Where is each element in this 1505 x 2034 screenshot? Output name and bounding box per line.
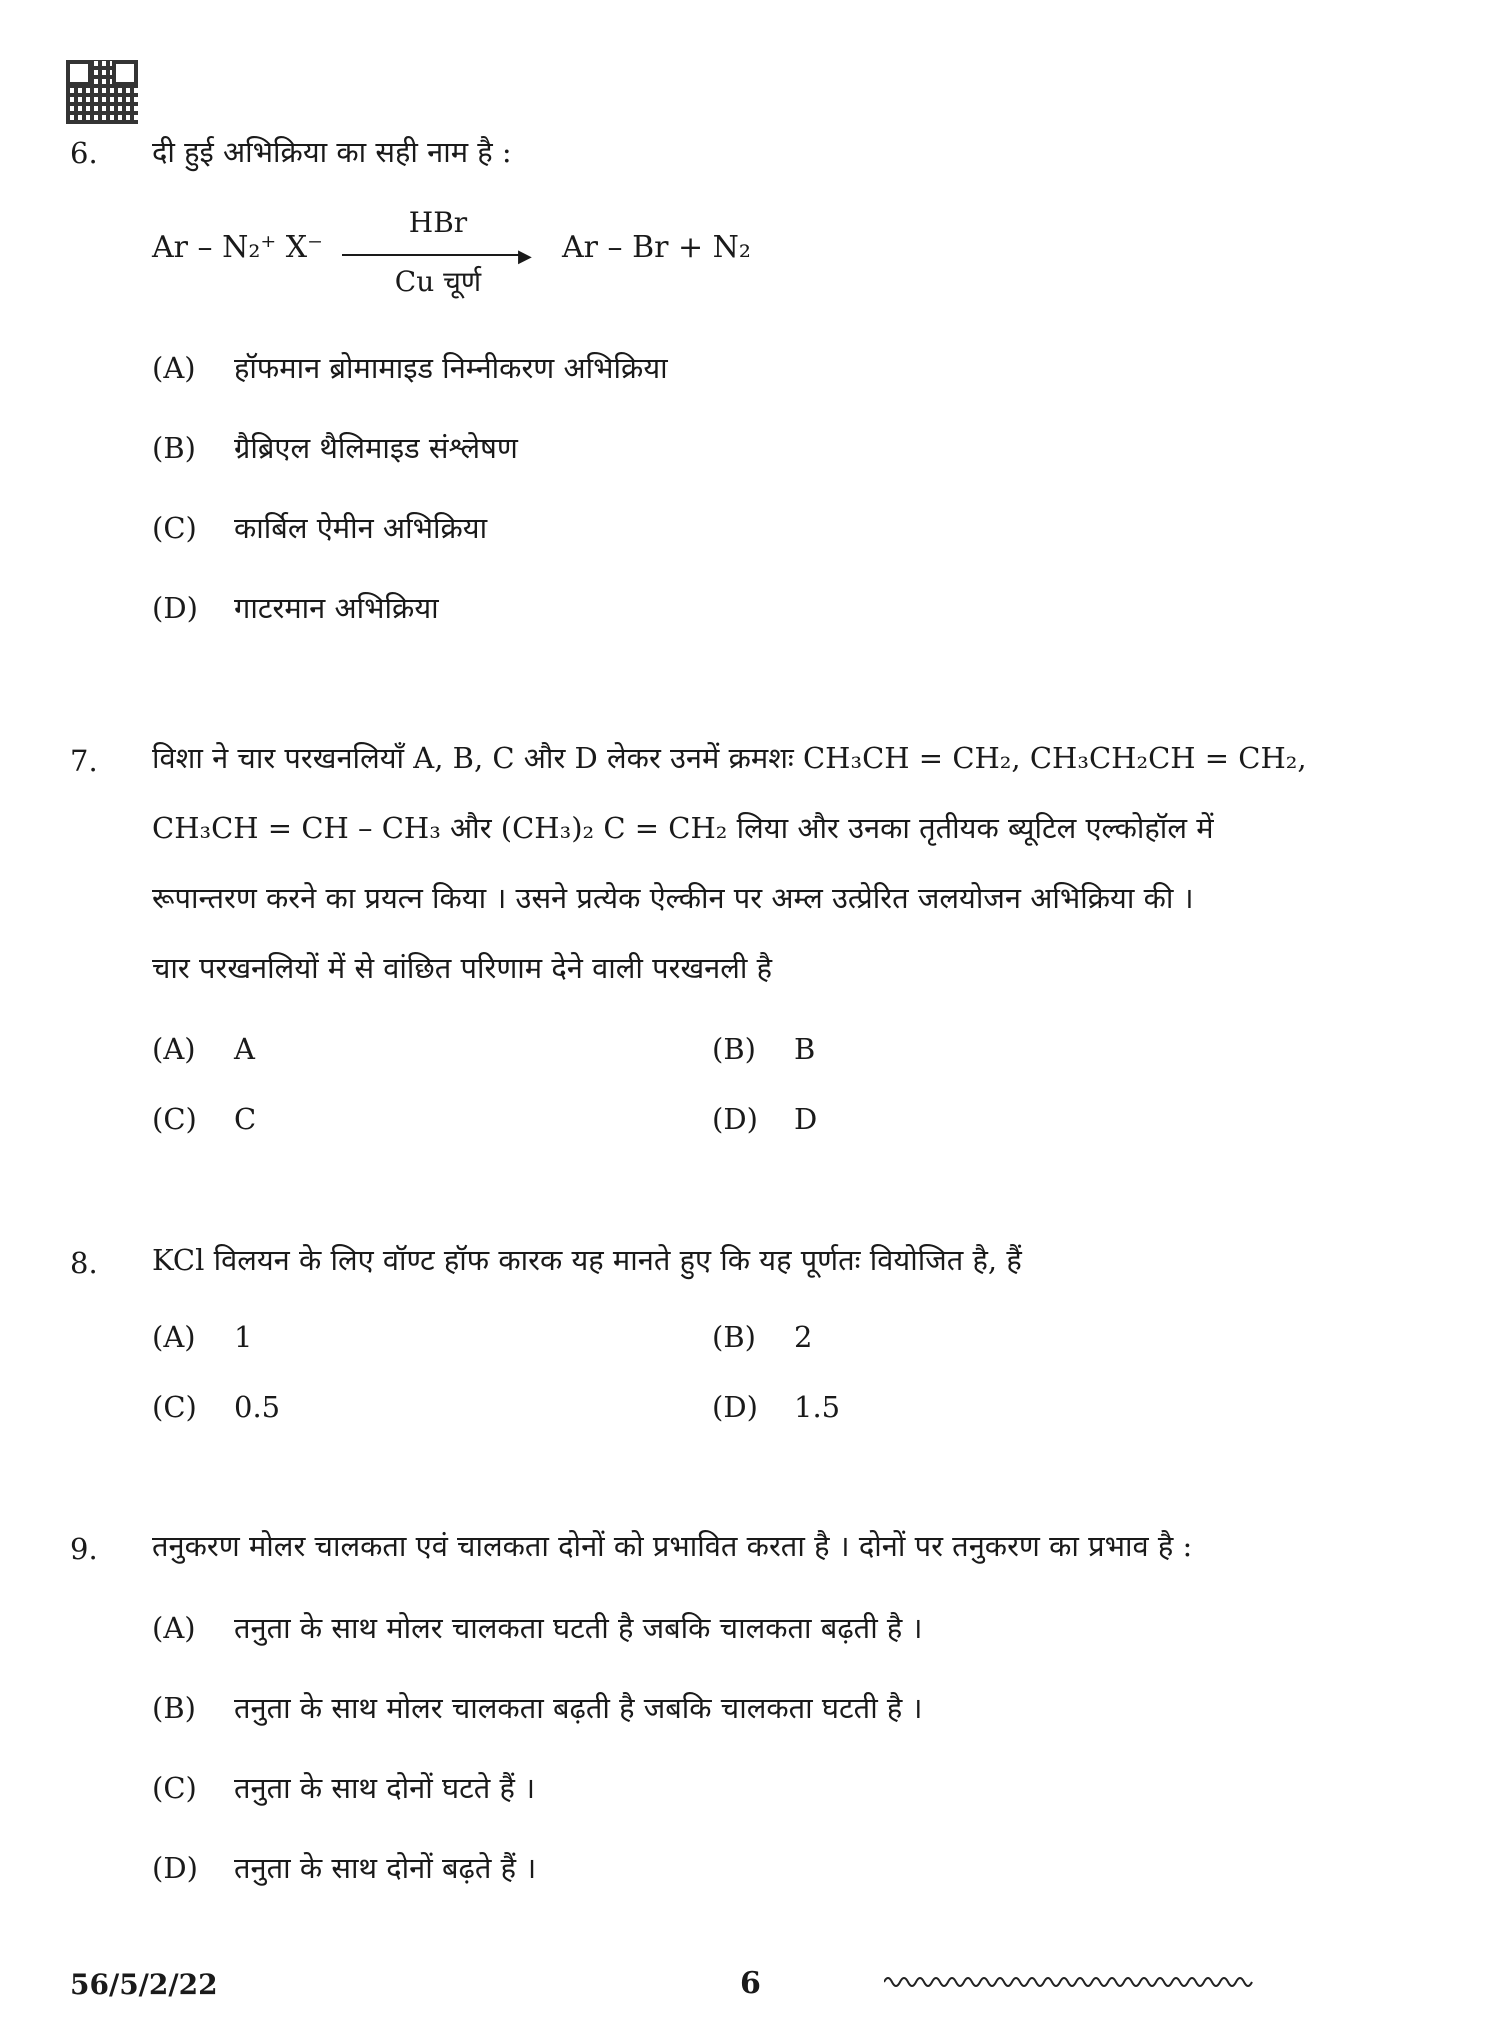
option-label: (B): [152, 1691, 196, 1725]
option-text: D: [794, 1102, 818, 1136]
q9-option-b[interactable]: [152, 1688, 923, 1727]
reaction-product: Ar – Br + N₂: [562, 230, 751, 265]
reaction-reactant: Ar – N₂⁺ X⁻: [152, 230, 323, 265]
q8-option-d[interactable]: [712, 1390, 840, 1424]
question-6-number: 6.: [70, 136, 98, 170]
option-text: A: [234, 1032, 255, 1066]
option-label: (A): [152, 1611, 196, 1645]
option-text: B: [794, 1032, 816, 1066]
option-text: 0.5: [234, 1390, 281, 1424]
option-text: 1: [234, 1320, 253, 1354]
reaction-reagent-over: HBr: [408, 206, 468, 239]
option-text: ग्रैब्रिएल थैलिमाइड संश्लेषण: [234, 431, 518, 465]
option-label: (A): [152, 1320, 196, 1354]
option-label: (D): [712, 1102, 758, 1136]
question-8-text: KCl विलयन के लिए वॉण्ट हॉफ कारक यह मानते हुए कि यह पूर्णतः वियोजित है, हैं: [152, 1243, 1022, 1277]
option-label: (D): [712, 1390, 758, 1424]
q6-option-a[interactable]: [152, 348, 668, 387]
q7-option-b[interactable]: [712, 1032, 815, 1066]
question-7-line: विशा ने चार परखनलियाँ A, B, C और D लेकर उनमें क्रमशः CH₃CH = CH₂, CH₃CH₂CH = CH₂,: [152, 741, 1307, 775]
option-label: (D): [152, 1851, 198, 1885]
reaction-reagent-under: Cu चूर्ण: [394, 265, 482, 298]
option-text: गाटरमान अभिक्रिया: [234, 591, 439, 625]
q7-option-a[interactable]: [152, 1032, 255, 1066]
q9-option-d[interactable]: [152, 1848, 536, 1887]
question-7-line: रूपान्तरण करने का प्रयत्न किया । उसने प्रत्येक ऐल्कीन पर अम्ल उत्प्रेरित जलयोजन अभिक्रिया की ।: [152, 881, 1194, 915]
option-label: (C): [152, 1771, 197, 1805]
option-text: 2: [794, 1320, 813, 1354]
option-text: कार्बिल ऐमीन अभिक्रिया: [234, 511, 488, 545]
arrow-head-icon: ▶: [518, 246, 532, 267]
reaction-arrow: [342, 206, 534, 302]
option-label: (B): [152, 431, 196, 465]
qr-code-icon: [66, 60, 138, 124]
q7-option-c[interactable]: [152, 1102, 256, 1136]
arrow-line: [342, 254, 522, 256]
question-7-line: चार परखनलियों में से वांछित परिणाम देने वाली परखनली है: [152, 951, 773, 985]
q6-option-c[interactable]: [152, 508, 487, 547]
q9-option-a[interactable]: [152, 1608, 923, 1647]
option-label: (D): [152, 591, 198, 625]
question-7-text: [152, 738, 1377, 1018]
option-text: तनुता के साथ दोनों बढ़ते हैं ।: [234, 1851, 537, 1885]
question-7-number: 7.: [70, 744, 98, 778]
question-9-number: 9.: [70, 1532, 98, 1566]
option-label: (A): [152, 1032, 196, 1066]
option-label: (A): [152, 351, 196, 385]
option-label: (B): [712, 1320, 756, 1354]
option-text: तनुता के साथ मोलर चालकता घटती है जबकि चालकता बढ़ती है ।: [234, 1611, 923, 1645]
option-label: (C): [152, 511, 197, 545]
q8-option-c[interactable]: [152, 1390, 280, 1424]
option-text: हॉफमान ब्रोमामाइड निम्नीकरण अभिक्रिया: [234, 351, 668, 385]
option-text: तनुता के साथ दोनों घटते हैं ।: [234, 1771, 536, 1805]
wavy-line-icon: [884, 1972, 1256, 1992]
q6-option-b[interactable]: [152, 428, 518, 467]
option-label: (C): [152, 1390, 197, 1424]
question-9-text: तनुकरण मोलर चालकता एवं चालकता दोनों को प्रभावित करता है । दोनों पर तनुकरण का प्रभाव है :: [152, 1529, 1193, 1563]
q9-option-c[interactable]: [152, 1768, 535, 1807]
q8-option-a[interactable]: [152, 1320, 252, 1354]
question-8-number: 8.: [70, 1246, 98, 1280]
q8-option-b[interactable]: [712, 1320, 812, 1354]
page-number: 6: [740, 1966, 761, 2001]
option-label: (C): [152, 1102, 197, 1136]
option-label: (B): [712, 1032, 756, 1066]
option-text: C: [234, 1102, 257, 1136]
option-text: तनुता के साथ मोलर चालकता बढ़ती है जबकि चालकता घटती है ।: [234, 1691, 923, 1725]
option-text: 1.5: [794, 1390, 841, 1424]
paper-code: 56/5/2/22: [70, 1968, 218, 2001]
q7-option-d[interactable]: [712, 1102, 817, 1136]
question-7-line: CH₃CH = CH – CH₃ और (CH₃)₂ C = CH₂ लिया और उनका तृतीयक ब्यूटिल एल्कोहॉल में: [152, 811, 1214, 845]
q6-option-d[interactable]: [152, 588, 439, 627]
question-6-text: दी हुई अभिक्रिया का सही नाम है :: [152, 135, 512, 169]
